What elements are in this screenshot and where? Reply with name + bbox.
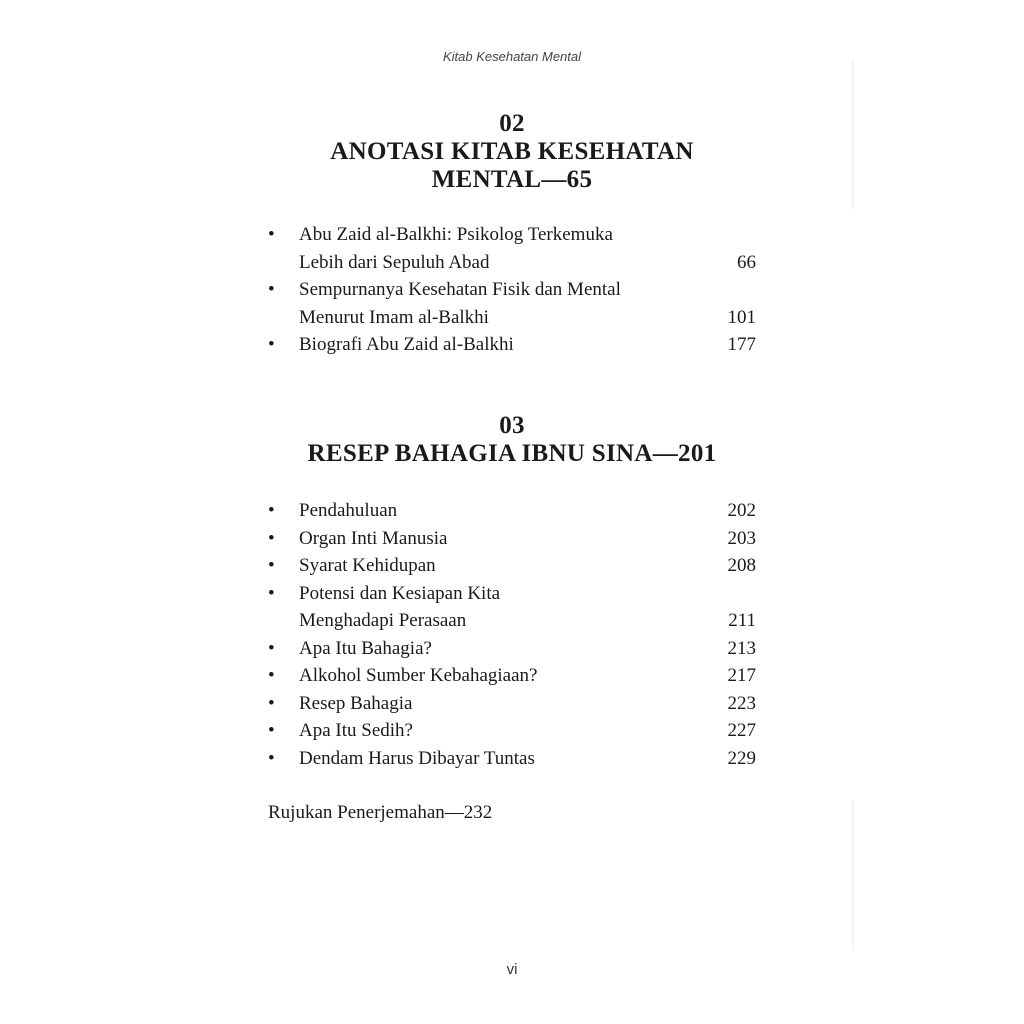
toc-entry[interactable] [268,331,756,359]
chapter-number: 03 [499,412,525,439]
chapter-title-continued: MENTAL—65 [431,166,593,193]
entry-page-number: 202 [727,500,756,521]
toc-entry[interactable] [268,745,756,773]
entry-title: Apa Itu Bahagia? [299,637,432,659]
page-edge-shadow [852,800,854,950]
chapter-heading-03 [268,412,756,468]
chapter-03-entries [268,497,756,772]
entry-page-number: 223 [727,692,756,714]
page-number: vi [506,961,518,978]
bullet-icon: • [268,527,275,549]
bullet-icon: • [268,637,275,659]
entry-title: Alkohol Sumber Kebahagiaan? [299,665,538,686]
toc-entry[interactable] [268,635,756,663]
entry-page-number: 203 [727,527,756,549]
entry-page-number: 227 [727,720,756,741]
toc-entry[interactable] [268,580,756,635]
toc-entry[interactable] [268,552,756,580]
bullet-icon: • [268,747,275,769]
chapter-02-entries [268,221,756,359]
entry-title: Pendahuluan [299,500,398,521]
toc-entry[interactable] [268,690,756,718]
toc-entry-rujukan[interactable]: Rujukan Penerjemahan—232 [268,802,493,823]
bullet-icon: • [268,279,275,300]
entry-title: Dendam Harus Dibayar Tuntas [299,747,535,769]
entry-page-number: 213 [727,637,756,659]
bullet-icon: • [268,500,275,521]
entry-page-number: 208 [727,555,756,576]
entry-title: Apa Itu Sedih? [299,720,413,741]
toc-entry[interactable] [268,497,756,525]
entry-title: Sempurnanya Kesehatan Fisik dan Mental Menurut Imam al-Balkhi [299,279,621,328]
chapter-title: RESEP BAHAGIA IBNU SINA—201 [307,440,717,467]
toc-entry[interactable] [268,525,756,553]
entry-page-number: 229 [727,747,756,769]
entry-title: Organ Inti Manusia [299,527,448,549]
entry-title: Resep Bahagia [299,692,413,714]
entry-title: Biografi Abu Zaid al-Balkhi [299,334,514,355]
bullet-icon: • [268,555,275,576]
entry-page-number: 211 [728,610,756,631]
entry-page-number: 101 [727,306,756,328]
bullet-icon: • [268,665,275,686]
bullet-icon: • [268,720,275,741]
bullet-icon: • [268,334,275,355]
bullet-icon: • [268,224,275,245]
bullet-icon: • [268,692,275,714]
entry-page-number: 217 [727,665,756,686]
entry-title: Syarat Kehidupan [299,555,436,576]
entry-page-number: 177 [727,334,756,355]
page-edge-shadow [852,60,854,210]
toc-entry[interactable] [268,717,756,745]
bullet-icon: • [268,582,275,604]
chapter-heading-02 [268,110,756,194]
entry-title: Potensi dan Kesiapan Kita Menghadapi Perasaan [299,582,501,631]
entry-page-number: 66 [737,251,756,273]
toc-entry[interactable] [268,221,756,276]
toc-entry[interactable] [268,276,756,331]
toc-entry[interactable] [268,662,756,690]
running-head: Kitab Kesehatan Mental [442,49,582,64]
entry-title: Abu Zaid al-Balkhi: Psikolog Terkemuka Lebih dari Sepuluh Abad [299,224,613,273]
chapter-title: ANOTASI KITAB KESEHATAN [330,138,694,165]
chapter-number: 02 [499,110,525,137]
